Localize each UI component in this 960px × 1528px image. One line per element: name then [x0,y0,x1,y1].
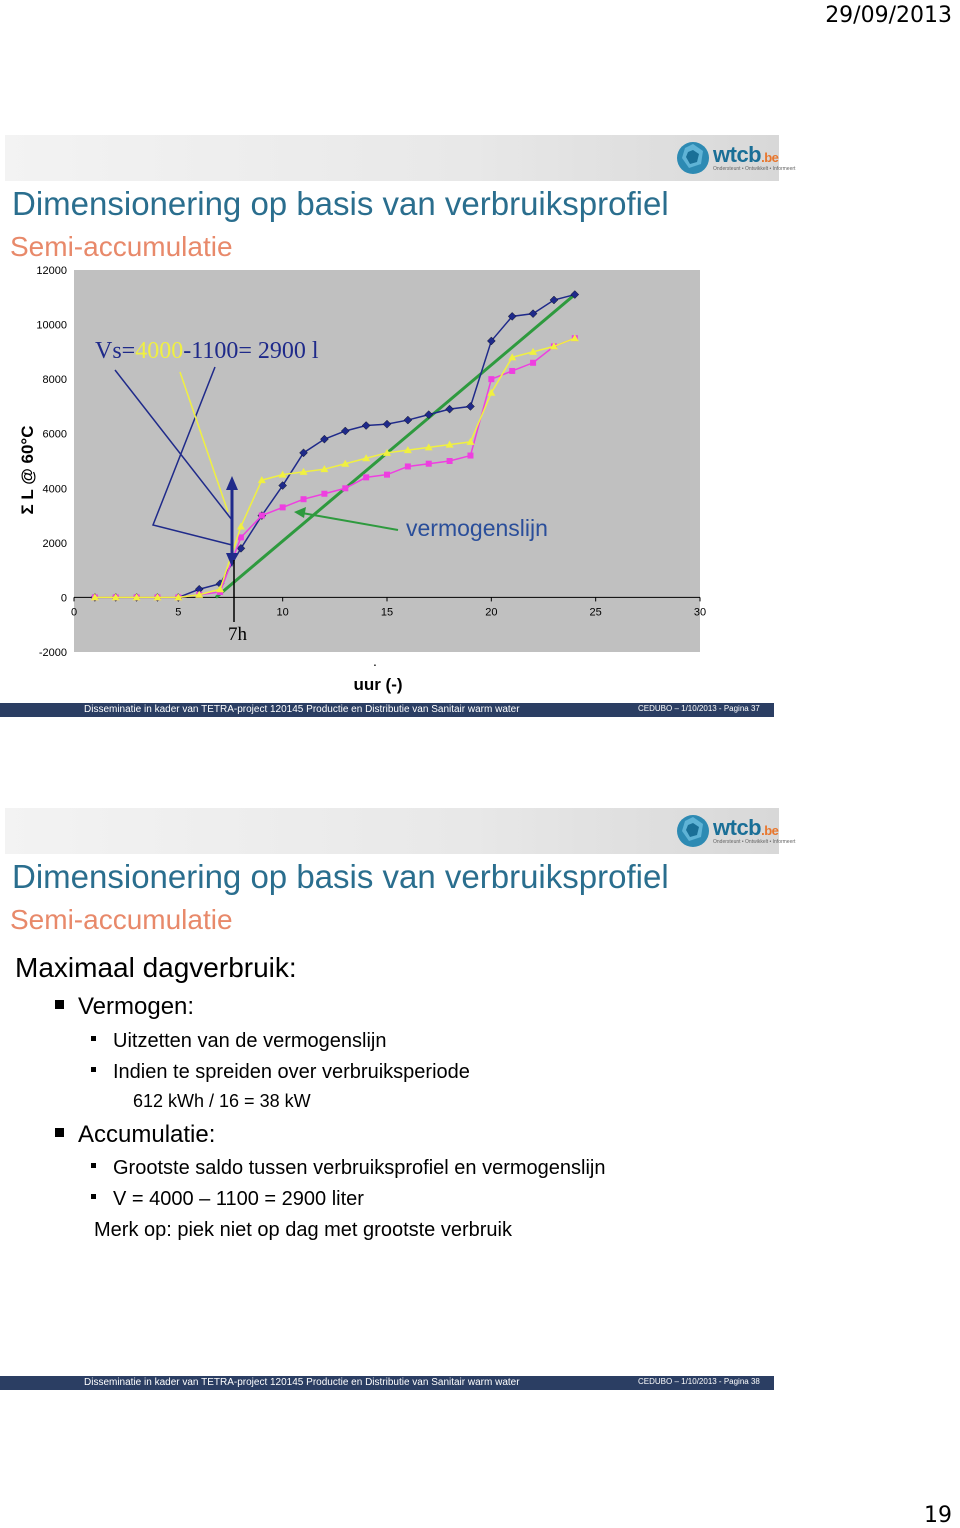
data-point [447,458,453,464]
globe-icon [675,813,711,849]
note-text: Merk op: piek niet op dag met grootste verbruik [94,1219,512,1241]
data-point [384,472,390,478]
data-point [301,496,307,502]
stray-dot: . [373,653,377,669]
data-point [238,534,244,540]
footer-bar [0,1376,774,1390]
y-tick-label: 6000 [42,428,67,441]
plot-area [74,270,700,652]
header-band [5,808,779,854]
x-tick-label: 30 [693,606,707,619]
cumulative-usage-chart [0,0,960,720]
footer-left-text: Disseminatie in kader van TETRA-project 120145 Productie en Distributie van Sanitair warm water [84,1377,520,1388]
y-tick-label: 12000 [36,265,67,277]
volume-annotation: Vs=4000-1100= 2900 l [95,338,319,364]
data-point [342,485,348,491]
y-tick-label: 2000 [42,537,67,550]
footer-bar [0,703,774,717]
logo-word: wtcb.be [713,142,779,167]
power-line-label: vermogenslijn [406,515,548,541]
page-number: 19 [924,1503,952,1528]
subbullet: Grootste saldo tussen verbruiksprofiel en vermogenslijn [91,1157,605,1180]
footer-right-text: CEDUBO – 1/10/2013 - Pagina 38 [638,1377,760,1386]
y-tick-label: 8000 [42,374,67,387]
slide-title: Dimensionering op basis van verbruiksprofiel [12,858,669,895]
subbullet: Indien te spreiden over verbruiksperiode [91,1061,470,1084]
hour-label: 7h [228,624,247,645]
data-point [530,360,536,366]
x-tick-label: 10 [276,606,289,619]
footer-right-text: CEDUBO – 1/10/2013 - Pagina 37 [638,704,760,713]
subbullet: Uitzetten van de vermogenslijn [91,1030,386,1053]
slide-subtitle: Semi-accumulatie [10,231,233,262]
content-heading: Maximaal dagverbruik: [15,952,297,983]
x-axis-label: uur (-) [353,675,403,694]
data-point [467,453,473,459]
logo-tagline: Ondersteunt • Ontwikkelt • Informeert [713,839,796,845]
square-bullet-icon [91,1036,96,1041]
data-point [321,491,327,497]
square-bullet-icon [55,1128,64,1137]
bullet-vermogen: Vermogen: [55,993,194,1021]
square-bullet-icon [91,1067,96,1072]
footer-left-text: Disseminatie in kader van TETRA-project 120145 Productie en Distributie van Sanitair warm water [84,704,520,715]
data-point [280,504,286,510]
slide-title: Dimensionering op basis van verbruiksprofiel [12,185,669,222]
y-tick-label: 0 [60,592,67,605]
square-bullet-icon [91,1194,96,1199]
slide-38 [5,808,796,1392]
square-bullet-icon [55,1000,64,1009]
data-point [363,474,369,480]
y-tick-label: 10000 [36,319,67,332]
x-tick-label: 25 [589,606,602,619]
logo-tagline: Ondersteunt • Ontwikkelt • Informeert [713,166,796,172]
data-point [509,368,515,374]
bullet-accumulatie: Accumulatie: [55,1121,215,1149]
data-point [488,376,494,382]
subbullet: V = 4000 – 1100 = 2900 liter [91,1188,364,1211]
data-point [426,461,432,467]
y-tick-label: 4000 [42,483,67,496]
x-tick-label: 5 [175,606,182,619]
slide-subtitle: Semi-accumulatie [10,904,233,935]
logo-word: wtcb.be [713,815,779,840]
y-tick-label: -2000 [38,647,67,659]
page-date: 29/09/2013 [825,3,952,28]
wtcb-logo [675,813,796,849]
power-calculation: 612 kWh / 16 = 38 kW [133,1091,311,1111]
x-tick-label: 15 [380,606,394,619]
x-tick-label: 0 [70,606,78,619]
x-tick-label: 20 [485,606,498,619]
data-point [405,463,411,469]
data-point [259,513,265,519]
square-bullet-icon [91,1163,96,1168]
y-axis-label: Σ L @ 60°C [18,425,37,515]
plot-mask-right [700,420,710,520]
